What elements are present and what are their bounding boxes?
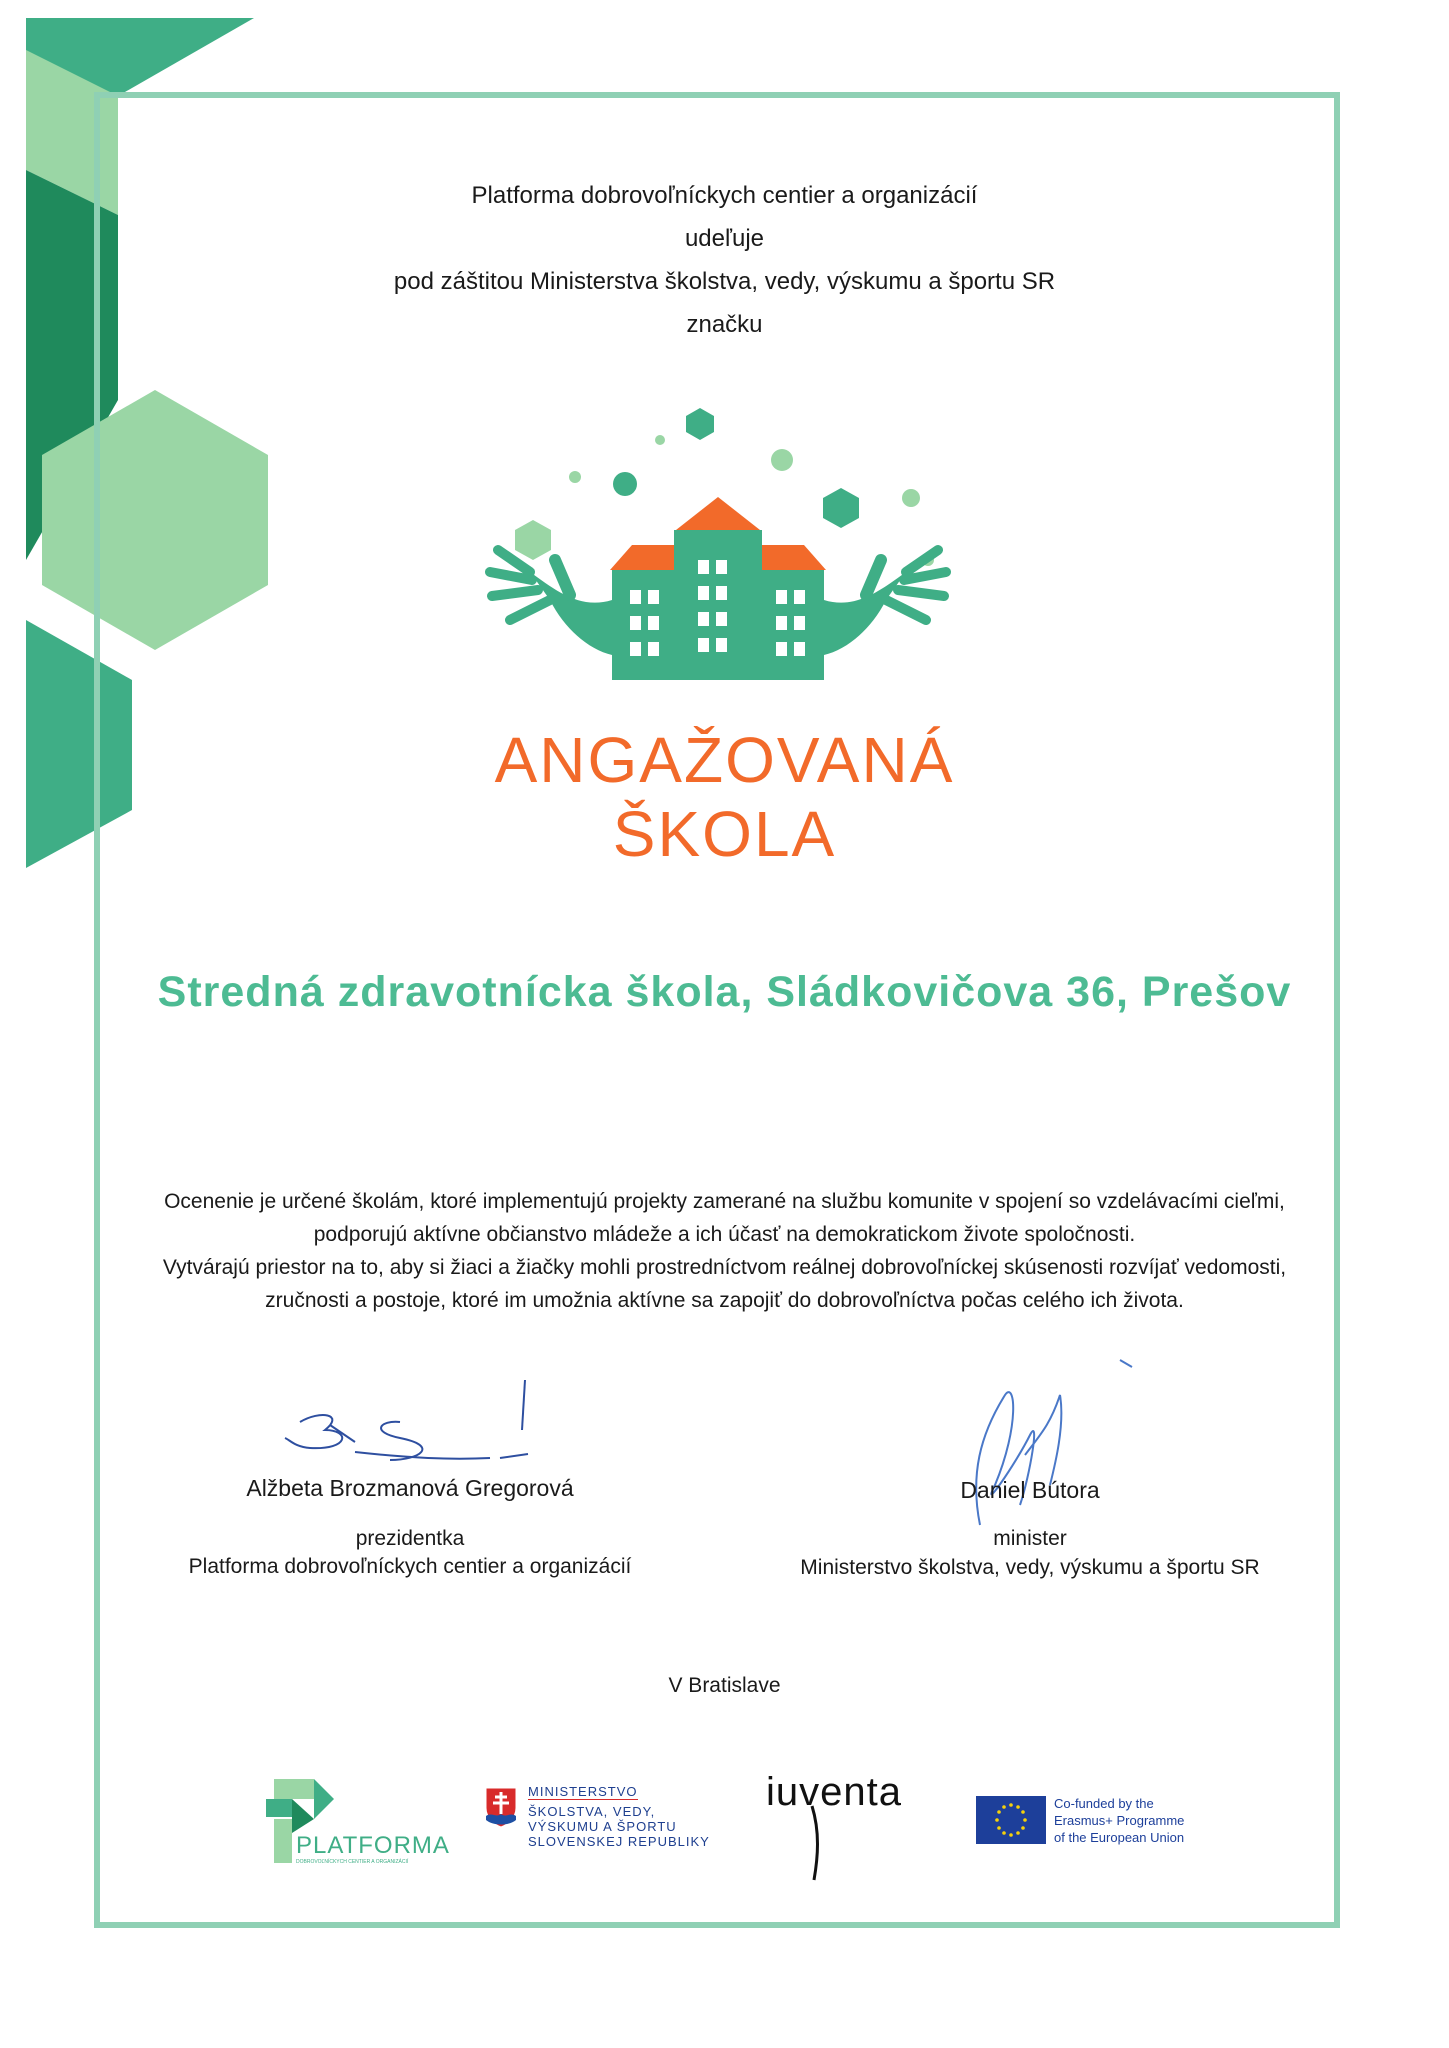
signatory-left-name: Alžbeta Brozmanová Gregorová	[246, 1475, 574, 1501]
ministry-line4: SLOVENSKEJ REPUBLIKY	[528, 1834, 710, 1849]
description-line-2: podporujú aktívne občianstvo mládeže a ich účasť na demokratickom živote spoločnosti.	[313, 1223, 1136, 1246]
patronage-line: pod záštitou Ministerstva školstva, vedy, výskumu a športu SR	[393, 268, 1056, 295]
eu-flag-icon	[976, 1796, 1046, 1844]
place: V Bratislave	[668, 1674, 781, 1697]
signature-right	[920, 1355, 1140, 1535]
eu-logo	[976, 1796, 1226, 1856]
platforma-sub: DOBROVOĽNÍCKYCH CENTIER A ORGANIZÁCIÍ	[296, 1859, 409, 1865]
signature-left	[270, 1380, 590, 1490]
iuventa-stroke-icon	[800, 1802, 830, 1882]
platforma-logo	[262, 1775, 450, 1865]
description-line-1: Ocenenie je určené školám, ktoré implementujú projekty zamerané na službu komunite v spojení so vzdelávacími cieľmi,	[164, 1190, 1285, 1213]
issuer-line: Platforma dobrovoľníckych centier a organizácií	[471, 182, 978, 209]
description-line-3: Vytvárajú priestor na to, aby si žiaci a žiačky mohli prostredníctvom reálnej dobrovoľníckej skúsenosti rozvíjať vedomosti,	[162, 1256, 1287, 1279]
eu-line2: Erasmus+ Programme	[1054, 1813, 1185, 1828]
logo-title-line1: ANGAŽOVANÁ	[494, 724, 955, 796]
description-line-4: zručnosti a postoje, ktoré im umožnia aktívne sa zapojiť do dobrovoľníctva počas celého ich života.	[265, 1289, 1184, 1312]
school-name: Stredná zdravotnícka škola, Sládkovičova 36, Prešov	[157, 968, 1292, 1016]
iuventa-logo	[760, 1770, 920, 1880]
signatory-right-role: minister	[993, 1527, 1067, 1550]
signatory-left-role: prezidentka	[355, 1527, 465, 1550]
signatory-left-org: Platforma dobrovoľníckych centier a organizácií	[188, 1555, 632, 1578]
ministry-line2: ŠKOLSTVA, VEDY,	[528, 1804, 656, 1819]
logo-title-line2: ŠKOLA	[612, 798, 837, 870]
ministry-line3: VÝSKUMU A ŠPORTU	[528, 1819, 677, 1834]
eu-line3: of the European Union	[1054, 1830, 1185, 1845]
signatory-right-org: Ministerstvo školstva, vedy, výskumu a športu SR	[800, 1556, 1260, 1579]
ministry-line1: MINISTERSTVO	[528, 1784, 638, 1799]
slovak-coat-of-arms-icon	[484, 1786, 518, 1828]
brand-line: značku	[686, 311, 763, 338]
awards-line: udeľuje	[684, 225, 765, 252]
angazovana-skola-logo	[470, 400, 980, 690]
ministry-logo	[484, 1782, 724, 1862]
eu-line1: Co-funded by the	[1054, 1796, 1154, 1811]
iuventa-text: iuventa	[766, 1770, 902, 1814]
signatory-right-name: Daniel Bútora	[960, 1477, 1100, 1503]
platforma-name: PLATFORMA	[296, 1832, 450, 1859]
